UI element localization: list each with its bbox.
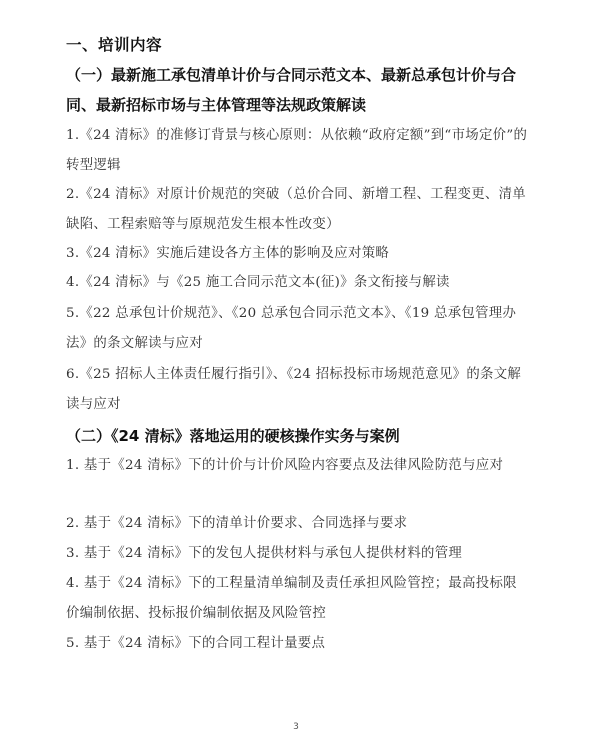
part1-item-4: 4.《24 清标》与《25 施工合同示范文本(征)》条文衔接与解读	[66, 275, 450, 290]
part1-item-6: 6.《25 招标人主体责任履行指引》、《24 招标投标市场规范意见》的条文解读与应对	[66, 367, 522, 412]
part1-item-2: 2.《24 清标》对原计价规范的突破（总价合同、新增工程、工程变更、清单缺陷、工程索赔等与原规范发生根本性改变）	[66, 187, 526, 232]
part2-item-1: 1. 基于《24 清标》下的计价与计价风险内容要点及法律风险防范与应对	[66, 458, 504, 473]
part1-item-1: 1.《24 清标》的准修订背景与核心原则：从依赖“政府定额”到“市场定价”的转型逻辑	[66, 128, 528, 173]
part1-item-3: 3.《24 清标》实施后建设各方主体的影响及应对策略	[66, 246, 390, 261]
section-title: 一、培训内容	[66, 36, 163, 54]
part2-heading: （二）《24 清标》落地运用的硬核操作实务与案例	[66, 427, 400, 445]
part1-item-5: 5.《22 总承包计价规范》、《20 总承包合同示范文本》、《19 总承包管理办法》的条文解读与应对	[66, 306, 517, 351]
part2-item-3: 3. 基于《24 清标》下的发包人提供材料与承包人提供材料的管理	[66, 546, 463, 561]
part1-heading: （一）最新施工承包清单计价与合同示范文本、最新总承包计价与合同、最新招标市场与主体管理等法规政策解读	[66, 66, 517, 114]
part2-item-2: 2. 基于《24 清标》下的清单计价要求、合同选择与要求	[66, 516, 408, 531]
page-number: 3	[293, 722, 299, 732]
part2-item-5: 5. 基于《24 清标》下的合同工程计量要点	[66, 636, 326, 651]
part2-item-4: 4. 基于《24 清标》下的工程量清单编制及责任承担风险管控；最高投标限价编制依据、投标报价编制依据及风险管控	[66, 576, 517, 621]
